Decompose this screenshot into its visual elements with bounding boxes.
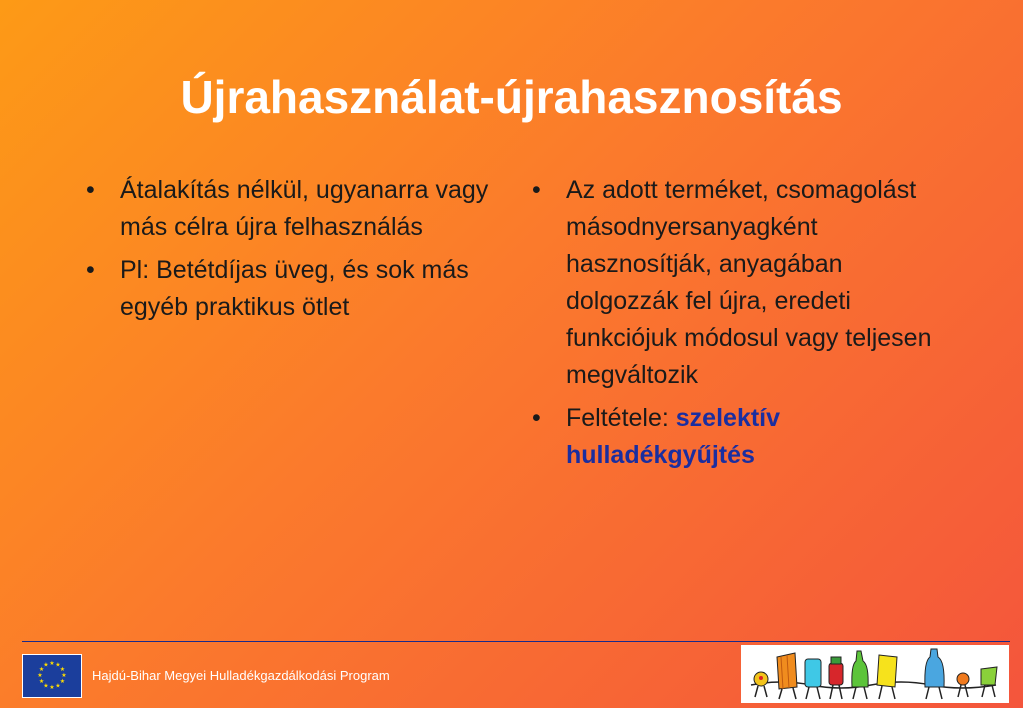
- bullet-text-emphasis: szelektív hulladékgyűjtés: [566, 404, 781, 469]
- eu-flag-icon: [22, 654, 82, 698]
- bullet-text: Átalakítás nélkül, ugyanarra vagy más célra újra felhasználás: [120, 176, 489, 241]
- bullet-marker: •: [532, 404, 541, 432]
- bullet-text: Pl: Betétdíjas üveg, és sok más egyéb praktikus ötlet: [120, 256, 469, 321]
- left-bullet-list: [80, 172, 510, 326]
- list-item: [80, 172, 510, 246]
- svg-text:★: ★: [43, 661, 49, 669]
- footer-program-name: Hajdú-Bihar Megyei Hulladékgazdálkodási Program: [92, 668, 390, 683]
- slide-title: Újrahasználat-újrahasznosítás: [180, 71, 843, 123]
- bullet-marker: •: [86, 176, 95, 204]
- svg-text:★: ★: [55, 661, 61, 669]
- svg-text:★: ★: [49, 660, 55, 667]
- bullet-text-prefix: Feltétele:: [566, 404, 676, 432]
- svg-text:★: ★: [59, 678, 66, 685]
- footer-divider: [22, 641, 1010, 642]
- mascots-illustration: [741, 645, 1009, 703]
- svg-text:★: ★: [59, 666, 66, 673]
- svg-text:★: ★: [38, 678, 45, 685]
- svg-text:★: ★: [61, 672, 67, 679]
- bullet-text: Az adott terméket, csomagolást másodnyersanyagként hasznosítják, anyagában dolgozzák fel újra, eredeti funkciójuk módosul vagy teljesen megváltozik: [566, 176, 932, 389]
- svg-text:★: ★: [55, 682, 61, 690]
- list-item: [526, 400, 946, 474]
- bullet-marker: •: [532, 176, 541, 204]
- list-item: [80, 252, 510, 326]
- eu-stars-circle: [23, 655, 81, 697]
- right-bullet-list: [526, 172, 946, 474]
- svg-text:★: ★: [43, 682, 49, 690]
- svg-text:★: ★: [37, 672, 43, 679]
- left-column: [80, 172, 510, 332]
- right-column: [526, 172, 946, 480]
- svg-text:★: ★: [38, 666, 45, 673]
- svg-text:★: ★: [49, 684, 55, 691]
- bullet-marker: •: [86, 256, 95, 284]
- recycling-mascots-logo: [741, 645, 1009, 703]
- list-item: [526, 172, 946, 394]
